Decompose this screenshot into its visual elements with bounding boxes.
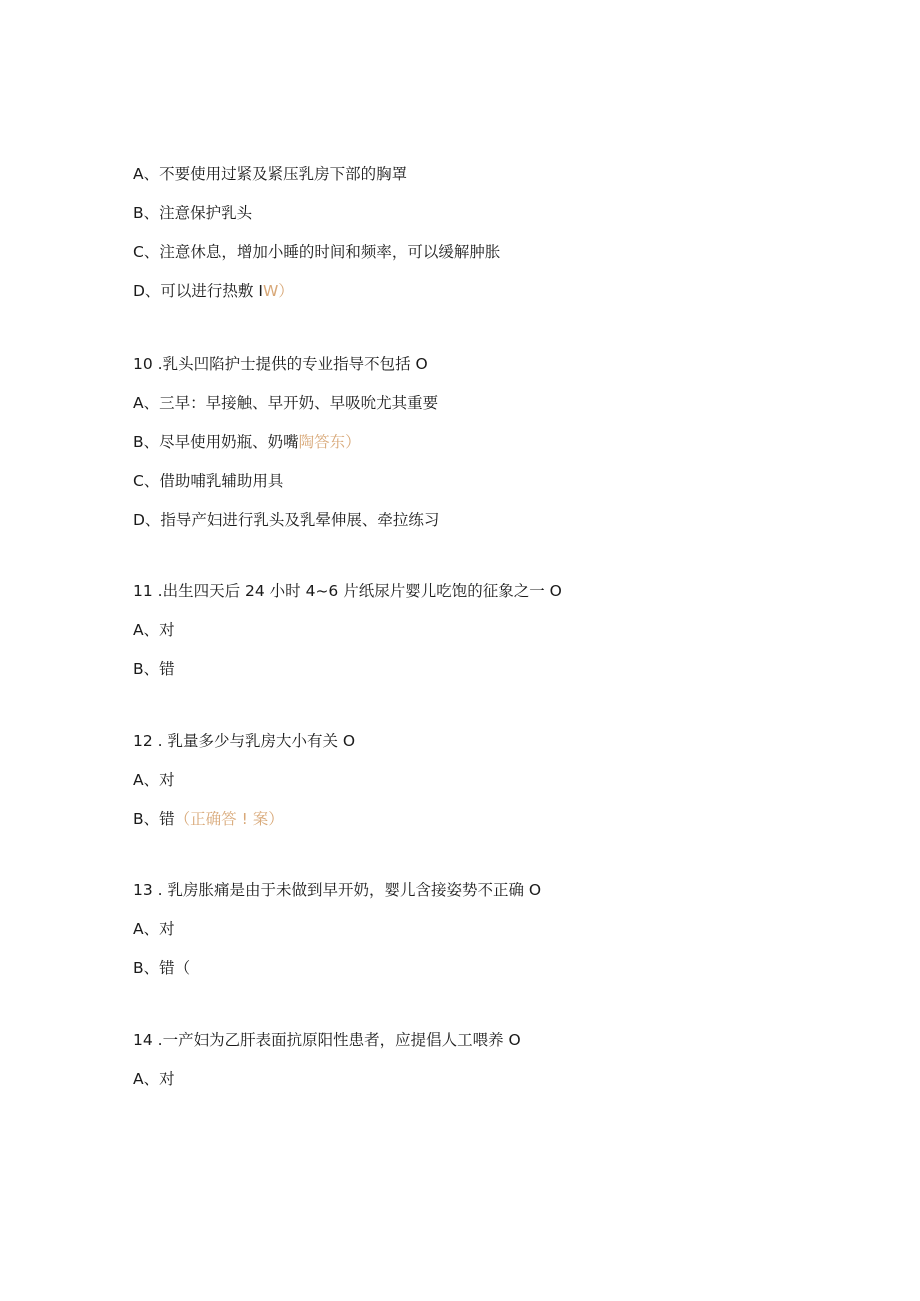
- option-line: B、注意保护乳头: [133, 204, 253, 222]
- question-title: 12 . 乳量多少与乳房大小有关 O: [133, 732, 356, 750]
- option-line: B、错（正确答 ! 案）: [133, 810, 284, 828]
- option-line: C、借助哺乳辅助用具: [133, 472, 284, 490]
- option-line: A、不要使用过紧及紧压乳房下部的胸罩: [133, 165, 408, 183]
- option-line: D、指导产妇进行乳头及乳晕伸展、牵拉练习: [133, 511, 440, 529]
- option-line: A、对: [133, 771, 175, 789]
- option-line: A、三早：早接触、早开奶、早吸吮尤其重要: [133, 394, 439, 412]
- answer-hint: 陶答东）: [298, 433, 361, 451]
- option-line: A、对: [133, 920, 175, 938]
- option-line: B、错: [133, 660, 175, 678]
- answer-hint: （正确答 ! 案）: [174, 810, 284, 828]
- question-title: 11 .出生四天后 24 小时 4~6 片纸尿片婴儿吃饱的征象之一 O: [133, 582, 562, 600]
- question-title: 14 .一产妇为乙肝表面抗原阳性患者，应提倡人工喂养 O: [133, 1031, 521, 1049]
- option-line: A、对: [133, 621, 175, 639]
- option-line: C、注意休息，增加小睡的时间和频率，可以缓解肿胀: [133, 243, 501, 261]
- option-line: B、尽早使用奶瓶、奶嘴陶答东）: [133, 433, 361, 451]
- answer-hint: W）: [262, 282, 294, 300]
- question-title: 10 .乳头凹陷护士提供的专业指导不包括 O: [133, 355, 428, 373]
- option-line: A、对: [133, 1070, 175, 1088]
- option-line: B、错（: [133, 959, 191, 977]
- option-line: D、可以进行热敷 IW）: [133, 282, 294, 300]
- question-title: 13 . 乳房胀痛是由于未做到早开奶，婴儿含接姿势不正确 O: [133, 881, 542, 899]
